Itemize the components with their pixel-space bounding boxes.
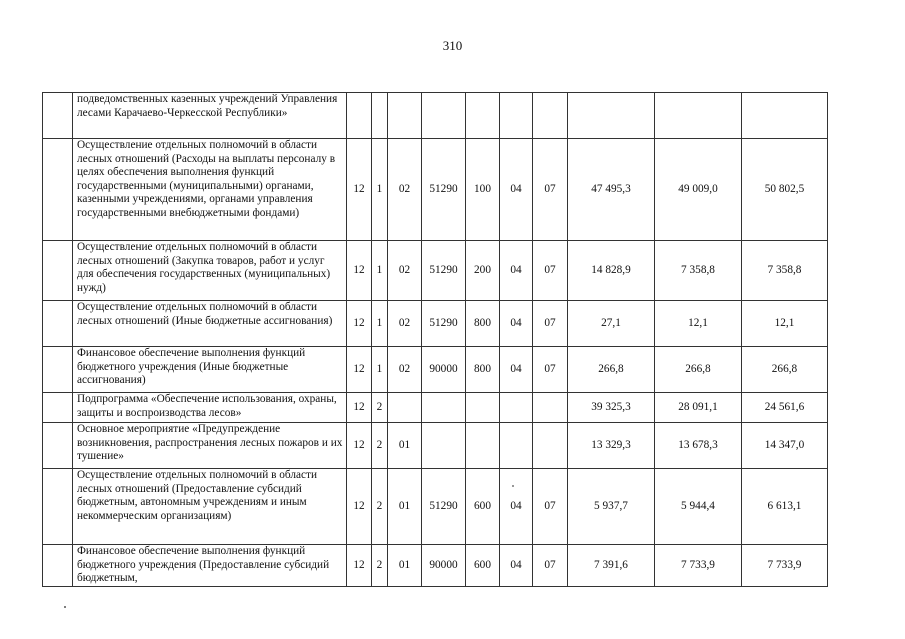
cell-y1: 14 828,9 <box>568 241 655 301</box>
page-number: 310 <box>442 38 463 53</box>
cell-c3: 02 <box>388 139 422 241</box>
cell-c4: 51290 <box>422 469 466 545</box>
cell-y1: 13 329,3 <box>568 423 655 469</box>
cell-c1: 12 <box>347 347 372 393</box>
cell-c4: 51290 <box>422 241 466 301</box>
cell-c5: 600 <box>466 469 500 545</box>
row-name: Осуществление отдельных полномочий в области лесных отношений (Предоставление субсидий бюджетным, автономным учреждениям и иным некоммерческим организациям) <box>73 469 347 545</box>
cell-c6: 04 <box>500 347 533 393</box>
cell-c3: 02 <box>388 241 422 301</box>
cell-c1: 12 <box>347 545 372 587</box>
cell-c2: 1 <box>372 347 388 393</box>
cell-y3: 14 347,0 <box>742 423 828 469</box>
cell-c4: 90000 <box>422 545 466 587</box>
table-row <box>43 139 828 241</box>
row-name: подведомственных казенных учреждений Управления лесами Карачаево-Черкесской Республики» <box>73 93 347 139</box>
budget-table <box>42 92 828 587</box>
cell-c2: 2 <box>372 393 388 423</box>
cell-y1: 7 391,6 <box>568 545 655 587</box>
cell-y2 <box>655 93 742 139</box>
cell-c6 <box>500 93 533 139</box>
row-number-cell <box>43 139 73 241</box>
cell-c6: 04 <box>500 139 533 241</box>
table-row <box>43 393 828 423</box>
table-row <box>43 241 828 301</box>
row-number-cell <box>43 301 73 347</box>
cell-c7 <box>533 393 568 423</box>
cell-y1: 47 495,3 <box>568 139 655 241</box>
cell-c1: 12 <box>347 301 372 347</box>
row-name: Финансовое обеспечение выполнения функций бюджетного учреждения (Предоставление субсидий бюджетным, <box>73 545 347 587</box>
cell-y2: 28 091,1 <box>655 393 742 423</box>
cell-c2: 1 <box>372 301 388 347</box>
cell-c7: 07 <box>533 139 568 241</box>
cell-c7: 07 <box>533 469 568 545</box>
cell-c1: 12 <box>347 423 372 469</box>
cell-c6: 04 <box>500 241 533 301</box>
row-name: Осуществление отдельных полномочий в области лесных отношений (Иные бюджетные ассигнования) <box>73 301 347 347</box>
cell-c5: 600 <box>466 545 500 587</box>
cell-y3: 266,8 <box>742 347 828 393</box>
cell-c1 <box>347 93 372 139</box>
cell-c3: 01 <box>388 545 422 587</box>
cell-c3 <box>388 393 422 423</box>
cell-c1: 12 <box>347 139 372 241</box>
cell-y2: 12,1 <box>655 301 742 347</box>
table-body <box>43 93 828 587</box>
cell-y3: 7 733,9 <box>742 545 828 587</box>
row-name: Финансовое обеспечение выполнения функций бюджетного учреждения (Иные бюджетные ассигнования) <box>73 347 347 393</box>
cell-c5 <box>466 93 500 139</box>
cell-c5: 200 <box>466 241 500 301</box>
cell-c7: 07 <box>533 241 568 301</box>
cell-y3 <box>742 93 828 139</box>
cell-c1: 12 <box>347 469 372 545</box>
row-name: Осуществление отдельных полномочий в области лесных отношений (Расходы на выплаты персоналу в целях обеспечения выполнения функций государственными (муниципальными) органами, казенными учреждениями, органами управления государственными внебюджетными фондами) <box>73 139 347 241</box>
cell-c5: 100 <box>466 139 500 241</box>
cell-c7: 07 <box>533 301 568 347</box>
cell-y2: 13 678,3 <box>655 423 742 469</box>
cell-y2: 7 358,8 <box>655 241 742 301</box>
cell-c7 <box>533 423 568 469</box>
cell-c1: 12 <box>347 241 372 301</box>
row-number-cell <box>43 469 73 545</box>
cell-y3: 6 613,1 <box>742 469 828 545</box>
cell-y3: 24 561,6 <box>742 393 828 423</box>
cell-c2: 1 <box>372 241 388 301</box>
cell-c5: 800 <box>466 347 500 393</box>
cell-c6: 04 <box>500 545 533 587</box>
row-name: Осуществление отдельных полномочий в области лесных отношений (Закупка товаров, работ и услуг для обеспечения государственных (муниципальных) нужд) <box>73 241 347 301</box>
cell-c2: 1 <box>372 139 388 241</box>
cell-c3: 01 <box>388 469 422 545</box>
cell-c4: 51290 <box>422 139 466 241</box>
cell-c6 <box>500 393 533 423</box>
table-row <box>43 93 828 139</box>
cell-c3: 02 <box>388 301 422 347</box>
cell-y1: 266,8 <box>568 347 655 393</box>
cell-y2: 7 733,9 <box>655 545 742 587</box>
cell-c3: 01 <box>388 423 422 469</box>
table-row <box>43 347 828 393</box>
cell-c7: 07 <box>533 545 568 587</box>
cell-y1 <box>568 93 655 139</box>
row-number-cell <box>43 347 73 393</box>
table-row <box>43 469 828 545</box>
cell-c1: 12 <box>347 393 372 423</box>
cell-c2: 2 <box>372 469 388 545</box>
cell-y3: 7 358,8 <box>742 241 828 301</box>
cell-c7: 07 <box>533 347 568 393</box>
cell-c5: 800 <box>466 301 500 347</box>
cell-c4: 90000 <box>422 347 466 393</box>
cell-y3: 50 802,5 <box>742 139 828 241</box>
table-row <box>43 423 828 469</box>
cell-y2: 5 944,4 <box>655 469 742 545</box>
row-number-cell <box>43 545 73 587</box>
scan-speck <box>64 606 66 608</box>
scan-speck <box>512 485 514 487</box>
row-number-cell <box>43 423 73 469</box>
cell-c6: 04 <box>500 469 533 545</box>
cell-c2: 2 <box>372 423 388 469</box>
cell-y1: 27,1 <box>568 301 655 347</box>
cell-c5 <box>466 393 500 423</box>
cell-c4 <box>422 93 466 139</box>
table-row <box>43 301 828 347</box>
cell-c2: 2 <box>372 545 388 587</box>
row-name: Подпрограмма «Обеспечение использования, охраны, защиты и воспроизводства лесов» <box>73 393 347 423</box>
cell-c4 <box>422 393 466 423</box>
cell-y2: 266,8 <box>655 347 742 393</box>
cell-c4: 51290 <box>422 301 466 347</box>
cell-y1: 5 937,7 <box>568 469 655 545</box>
row-number-cell <box>43 241 73 301</box>
cell-y3: 12,1 <box>742 301 828 347</box>
cell-c4 <box>422 423 466 469</box>
cell-c6 <box>500 423 533 469</box>
row-number-cell <box>43 393 73 423</box>
row-number-cell <box>43 93 73 139</box>
cell-c3 <box>388 93 422 139</box>
cell-c5 <box>466 423 500 469</box>
cell-c2 <box>372 93 388 139</box>
cell-c3: 02 <box>388 347 422 393</box>
cell-y2: 49 009,0 <box>655 139 742 241</box>
cell-c6: 04 <box>500 301 533 347</box>
row-name: Основное мероприятие «Предупреждение возникновения, распространения лесных пожаров и их тушение» <box>73 423 347 469</box>
cell-y1: 39 325,3 <box>568 393 655 423</box>
cell-c7 <box>533 93 568 139</box>
table-row <box>43 545 828 587</box>
